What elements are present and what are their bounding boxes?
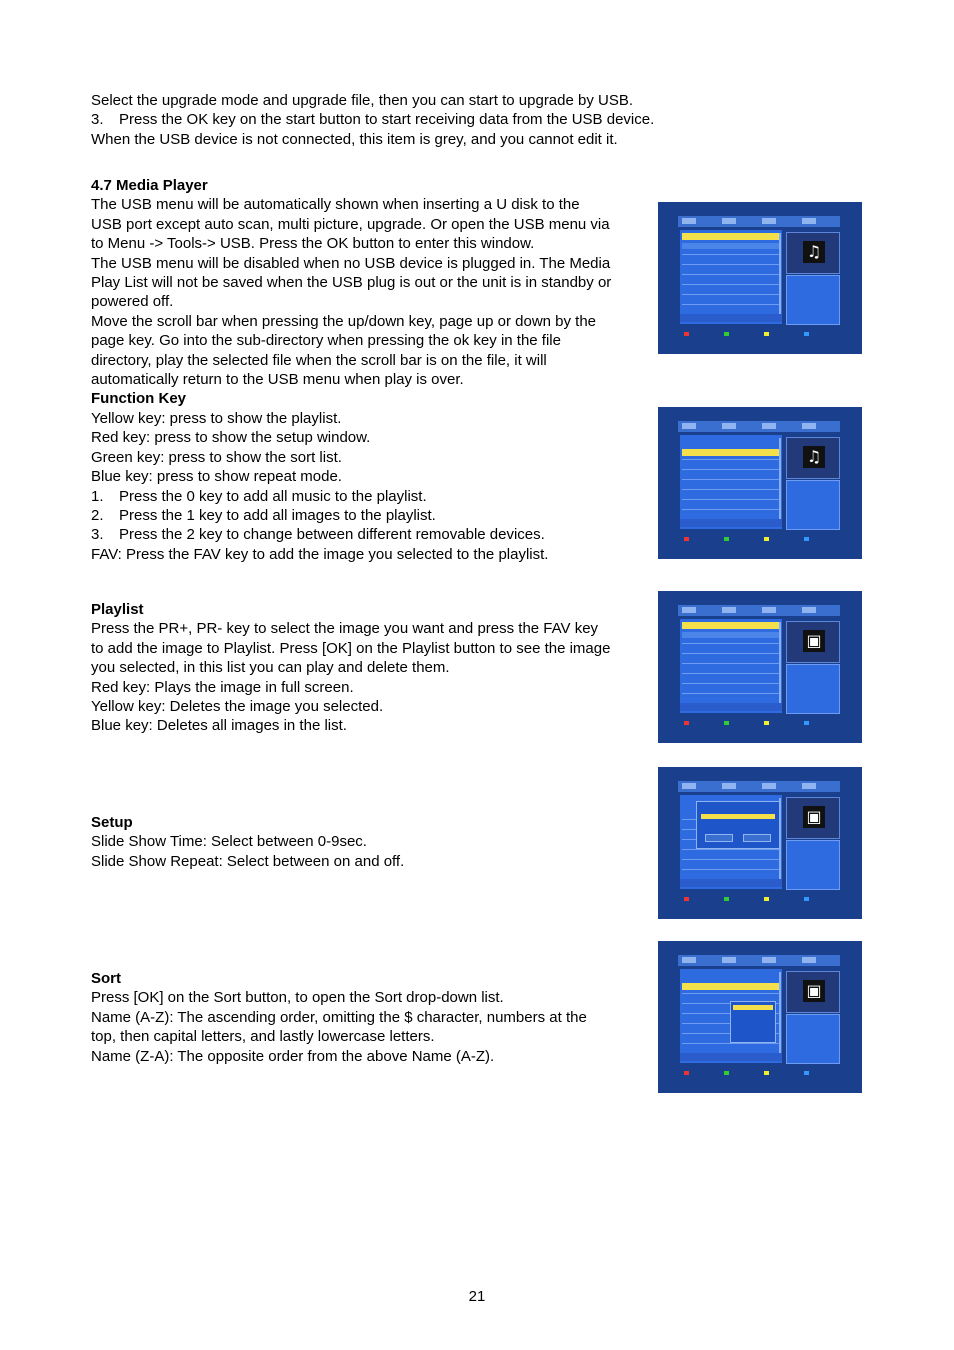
menu-tab-bar <box>678 781 840 792</box>
paragraph-line: Red key: Plays the image in full screen. <box>91 678 354 696</box>
media-player-section <box>91 176 651 564</box>
color-key-legend <box>680 717 840 735</box>
intro-block <box>91 91 655 149</box>
setup-dialog-screenshot <box>658 767 862 919</box>
color-key-legend <box>680 328 840 346</box>
preview-pane <box>786 621 840 663</box>
sort-dropdown-screenshot <box>658 941 862 1093</box>
intro-line: Select the upgrade mode and upgrade file, then you can start to upgrade by USB. <box>91 92 634 109</box>
color-key-legend <box>680 1067 840 1085</box>
paragraph-line: Name (A-Z): The ascending order, omitting the $ character, numbers at the <box>91 1008 587 1026</box>
paragraph-line: Slide Show Time: Select between 0-9sec. <box>91 833 367 851</box>
numbered-step: 3. Press the 2 key to change between different removable devices. <box>91 526 545 544</box>
menu-tab-bar <box>678 421 840 432</box>
info-pane <box>786 664 840 714</box>
sort-section <box>91 969 651 1066</box>
paragraph-line: Yellow key: Deletes the image you selected. <box>91 698 384 716</box>
image-icon: ▣ <box>803 980 825 1002</box>
file-list <box>680 435 782 529</box>
paragraph-line: Press [OK] on the Sort button, to open the Sort drop-down list. <box>91 989 504 1007</box>
paragraph-line: directory, play the selected file when the scroll bar is on the file, it will <box>91 351 547 369</box>
preview-pane <box>786 971 840 1013</box>
playlist-section <box>91 600 651 736</box>
paragraph-line: Slide Show Repeat: Select between on and off. <box>91 852 405 870</box>
paragraph-line: to add the image to Playlist. Press [OK] on the Playlist button to see the image <box>91 639 611 657</box>
paragraph-line: you selected, in this list you can play and delete them. <box>91 659 450 677</box>
preview-pane <box>786 232 840 274</box>
section-heading: Playlist <box>91 601 144 618</box>
preview-pane <box>786 437 840 479</box>
usb-image-screenshot <box>658 591 862 743</box>
paragraph-line: to Menu -> Tools-> USB. Press the OK button to enter this window. <box>91 235 535 253</box>
numbered-step: 2. Press the 1 key to add all images to the playlist. <box>91 506 436 524</box>
setup-dialog <box>696 801 780 849</box>
sort-dropdown <box>730 1001 776 1043</box>
section-heading: Sort <box>91 970 121 987</box>
menu-tab-bar <box>678 955 840 966</box>
info-pane <box>786 840 840 890</box>
paragraph-line: Green key: press to show the sort list. <box>91 448 342 466</box>
info-pane <box>786 1014 840 1064</box>
usb-folder-screenshot <box>658 407 862 559</box>
paragraph-line: page key. Go into the sub-directory when pressing the ok key in the file <box>91 332 561 350</box>
numbered-step: 1. Press the 0 key to add all music to the playlist. <box>91 487 427 505</box>
page-number: 21 <box>468 1288 486 1305</box>
menu-tab-bar <box>678 216 840 227</box>
section-heading: Function Key <box>91 390 187 408</box>
image-icon: ▣ <box>803 806 825 828</box>
paragraph-line: The USB menu will be automatically shown when inserting a U disk to the <box>91 196 580 214</box>
setup-section <box>91 813 651 871</box>
paragraph-line: top, then capital letters, and lastly lowercase letters. <box>91 1028 435 1046</box>
paragraph-line: Press the PR+, PR- key to select the image you want and press the FAV key <box>91 620 599 638</box>
paragraph-line: Yellow key: press to show the playlist. <box>91 409 342 427</box>
music-note-icon: ♫ <box>803 241 825 263</box>
info-pane <box>786 275 840 325</box>
file-list <box>680 619 782 713</box>
color-key-legend <box>680 533 840 551</box>
paragraph-line: Red key: press to show the setup window. <box>91 429 371 447</box>
paragraph-line: The USB menu will be disabled when no USB device is plugged in. The Media <box>91 254 611 272</box>
preview-pane <box>786 797 840 839</box>
music-note-icon: ♫ <box>803 446 825 468</box>
image-icon: ▣ <box>803 630 825 652</box>
color-key-legend <box>680 893 840 911</box>
file-list <box>680 230 782 324</box>
paragraph-line: automatically return to the USB menu when play is over. <box>91 371 464 389</box>
paragraph-line: Blue key: press to show repeat mode. <box>91 468 342 486</box>
paragraph-line: powered off. <box>91 293 174 311</box>
section-heading: Setup <box>91 814 133 831</box>
menu-tab-bar <box>678 605 840 616</box>
paragraph-line: Move the scroll bar when pressing the up/down key, page up or down by the <box>91 312 597 330</box>
paragraph-line: Play List will not be saved when the USB plug is out or the unit is in standby or <box>91 274 612 292</box>
section-heading: 4.7 Media Player <box>91 177 208 194</box>
paragraph-line: USB port except auto scan, multi picture, upgrade. Or open the USB menu via <box>91 215 610 233</box>
info-pane <box>786 480 840 530</box>
paragraph-line: FAV: Press the FAV key to add the image you selected to the playlist. <box>91 545 549 563</box>
usb-music-screenshot <box>658 202 862 354</box>
paragraph-line: Name (Z-A): The opposite order from the above Name (A-Z). <box>91 1047 495 1065</box>
intro-step-3: 3. Press the OK key on the start button to start receiving data from the USB device. <box>91 111 655 129</box>
paragraph-line: Blue key: Deletes all images in the list. <box>91 717 347 735</box>
intro-line: When the USB device is not connected, this item is grey, and you cannot edit it. <box>91 130 618 148</box>
